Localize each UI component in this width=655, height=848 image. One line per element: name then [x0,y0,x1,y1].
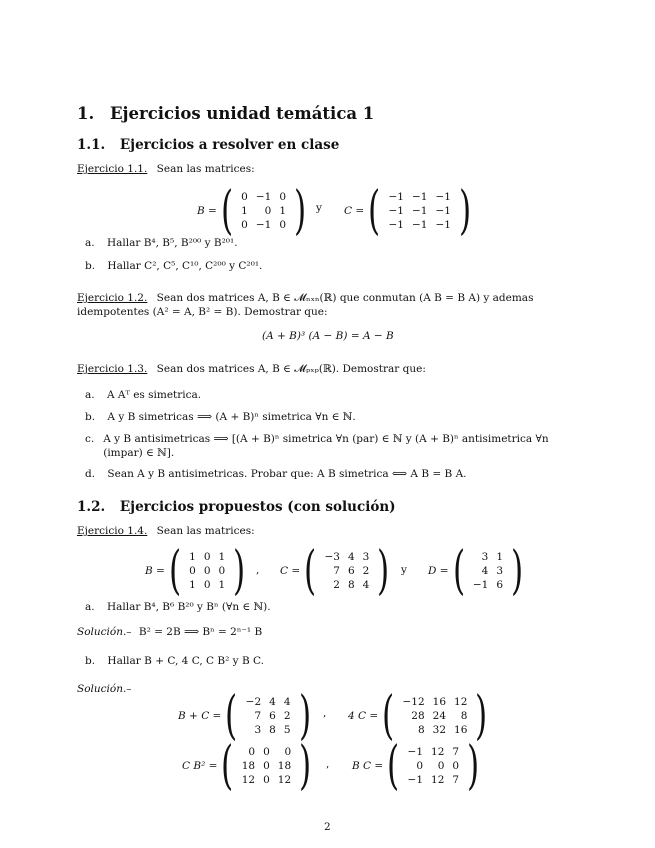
matrix-cell: 0 [241,219,248,231]
right-paren: ) [298,686,311,746]
exercise-label: Ejercicio 1.4. [77,525,148,537]
matrix-cell: −1 [435,191,451,203]
exercise-1-1-item-b [85,259,262,273]
matrix-cell: −1 [388,219,404,231]
matrix-row [320,578,373,592]
matrix-cell: 0 [203,579,211,591]
item-text: Hallar B⁴, B⁶ B²⁰ y Bⁿ (∀n ∈ ℕ). [106,601,271,613]
left-paren: ( [387,736,400,796]
matrix-B-times-C [352,736,483,796]
matrix-label: C = [280,565,301,577]
matrix-cell: 7 [452,746,460,758]
matrix-row [237,204,290,218]
matrix-label: B + C = [178,710,222,722]
matrix-cell: 6 [269,710,276,722]
matrix-row [384,204,454,218]
matrix-cell: −1 [388,191,404,203]
matrix-cell: 0 [416,760,424,772]
matrix-cell: −1 [435,219,451,231]
matrix-cell: 0 [203,551,211,563]
matrix-cell: 0 [437,760,445,772]
exercise-intro: Sean las matrices: [156,525,255,537]
matrix-label: B = [145,565,165,577]
matrix-cell: 3 [362,551,370,563]
matrix-cell: 12 [431,746,445,758]
matrix-cell: 28 [411,710,425,722]
item-marker: b. [85,260,96,272]
matrix-cell: 8 [269,724,276,736]
matrix-row [469,550,507,564]
item-marker: a. [85,389,95,401]
matrix-row [237,218,290,232]
matrix-label: B C = [352,760,384,772]
exercise-1-2-equation: (A + B)³ (A − B) = A − B [262,330,394,342]
matrix-cell: 0 [263,746,270,758]
matrix-B-plus-C [178,686,315,746]
matrix-cell: −1 [472,579,489,591]
exercise-1-3-intro [77,362,426,376]
exercise-intro: Sean las matrices: [156,163,255,175]
matrix-row [185,564,229,578]
matrix-cell: 8 [417,724,425,736]
matrix-row [320,550,373,564]
matrix-cell: 4 [347,551,355,563]
item-marker: a. [85,601,95,613]
exercise-1-3-item-d [85,467,467,481]
item-marker: b. [85,655,96,667]
matrix-row [384,190,454,204]
separator-comma: , [326,758,330,770]
left-paren: ( [368,181,381,241]
matrix-cell: −1 [411,219,428,231]
item-text: A y B simetricas ⟹ (A + B)ⁿ simetrica ∀n ∈ ℕ. [107,411,356,423]
matrix-cell: 4 [283,696,291,708]
matrix-cell: 1 [218,551,226,563]
matrix-row [469,578,507,592]
matrix-cell: −2 [245,696,262,708]
matrix-cell: 1 [189,579,196,591]
matrix-cell: 12 [454,696,468,708]
matrix-cell: 4 [362,579,370,591]
matrix-cell: 5 [283,724,291,736]
exercise-1-3-item-c [85,432,573,460]
matrix-cell: 0 [263,774,270,786]
matrix-row [238,773,295,787]
right-paren: ) [511,541,524,601]
matrix-table [384,190,454,232]
matrix-B-1-4 [145,541,250,601]
matrix-table [398,695,471,737]
matrix-cell: 18 [277,760,292,772]
right-paren: ) [458,181,472,241]
item-text: A Aᵀ es simetrica. [106,389,202,401]
matrix-cell: 0 [284,746,292,758]
matrix-cell: 6 [347,565,355,577]
right-paren: ) [233,541,246,601]
matrix-label: C B² = [182,760,218,772]
left-paren: ( [220,181,234,241]
item-marker: d. [85,468,96,480]
subsection-1-2-heading [77,499,396,515]
matrix-cell: 4 [481,565,489,577]
right-paren: ) [299,736,312,796]
subsection-1-1-heading [77,137,339,153]
separator-comma: , [323,707,327,719]
item-marker: b. [85,411,96,423]
matrix-cell: 32 [432,724,447,736]
matrix-row [185,550,229,564]
matrix-cell: 7 [333,565,340,577]
matrix-cell: −1 [407,746,424,758]
matrix-table [469,550,507,592]
matrix-cell: 2 [362,565,370,577]
exercise-label: Ejercicio 1.2. [77,292,148,304]
matrix-cell: −1 [255,219,272,231]
matrix-D-1-4 [428,541,527,601]
matrix-cell: 12 [277,774,292,786]
left-paren: ( [452,541,465,601]
exercise-label: Ejercicio 1.3. [77,363,148,375]
left-paren: ( [225,686,238,746]
matrix-cell: 16 [432,696,447,708]
matrix-cell: 0 [218,565,226,577]
item-text: Hallar B + C, 4 C, C B² y B C. [107,655,264,667]
matrix-row [242,695,295,709]
item-marker: c. [85,433,95,445]
matrix-cell: 12 [241,774,256,786]
item-text: Sean A y B antisimetricas. Probar que: A B simetrica ⟺ A B = B A. [107,468,467,480]
subsection-title: Ejercicios a resolver en clase [119,137,340,153]
solution-text: B² = 2B ⟹ Bⁿ = 2ⁿ⁻¹ B [138,626,263,638]
matrix-cell: 1 [241,205,248,217]
matrix-row [384,218,454,232]
exercise-1-2-text [77,291,579,319]
section-title: Ejercicios unidad temática 1 [109,104,375,123]
matrix-cell: 0 [279,191,287,203]
matrix-cell: −1 [435,205,451,217]
matrix-cell: 1 [496,551,504,563]
matrix-4C [348,686,492,746]
matrix-table [237,190,290,232]
exercise-1-3-item-b [85,410,356,424]
matrix-row [238,745,295,759]
conjunction-y: y [316,202,322,214]
matrix-row [398,723,471,737]
exercise-intro: Sean dos matrices A, B ∈ 𝓜ₚₓₚ(ℝ). Demostrar que: [156,363,426,375]
separator-comma: , [256,564,260,576]
matrix-cell: 0 [279,219,287,231]
matrix-row [404,745,464,759]
matrix-cell: 8 [460,710,468,722]
matrix-cell: 3 [254,724,262,736]
matrix-cell: 24 [432,710,447,722]
exercise-1-1-intro [77,162,255,176]
matrix-row [398,709,471,723]
matrix-row [320,564,373,578]
subsection-number: 1.1. [77,137,106,153]
exercise-1-1-item-a [85,236,238,250]
left-paren: ( [304,541,317,601]
exercise-1-4-intro [77,524,255,538]
matrix-cell: 0 [203,565,211,577]
matrix-cell: 7 [452,774,460,786]
matrix-cell: 1 [189,551,196,563]
matrix-cell: 1 [218,579,226,591]
matrix-cell: 1 [279,205,287,217]
matrix-row [398,695,471,709]
left-paren: ( [221,736,234,796]
right-paren: ) [475,686,488,746]
matrix-cell: 4 [269,696,276,708]
matrix-row [242,709,295,723]
matrix-cell: 0 [248,746,256,758]
item-text: Hallar C², C⁵, C¹⁰, C²⁰⁰ y C²⁰¹. [107,260,263,272]
subsection-title: Ejercicios propuestos (con solución) [119,499,396,515]
matrix-cell: 2 [283,710,291,722]
matrix-B-1-1 [197,181,310,241]
matrix-cell: −12 [402,696,425,708]
matrix-cell: 0 [263,760,270,772]
matrix-cell: 12 [431,774,445,786]
solution-b-label: Solución.– [77,683,132,695]
matrix-label: C = [344,205,365,217]
page-number: 2 [324,821,331,833]
exercise-body: Sean dos matrices A, B ∈ 𝓜ₙₓₙ(ℝ) que conmutan (A B = B A) y ademas idempotentes (A² = A, B² = B). Demostrar que: [77,292,534,318]
left-paren: ( [382,686,395,746]
matrix-cell: 18 [241,760,256,772]
matrix-label: B = [197,205,217,217]
matrix-cell: 0 [241,191,248,203]
matrix-cell: 7 [254,710,262,722]
matrix-cell: 2 [333,579,340,591]
matrix-cell: −1 [388,205,404,217]
exercise-1-4-item-a [85,600,271,614]
matrix-row [404,773,464,787]
matrix-cell: −1 [407,774,424,786]
matrix-cell: 0 [452,760,460,772]
matrix-cell: −3 [324,551,340,563]
right-paren: ) [377,541,390,601]
exercise-1-3-item-a [85,388,201,402]
matrix-table [242,695,295,737]
matrix-table [320,550,373,592]
item-text: A y B antisimetricas ⟹ [(A + B)ⁿ simetrica ∀n (par) ∈ ℕ y (A + B)ⁿ antisimetrica ∀n (impar) ∈ ℕ]. [103,433,549,459]
matrix-C-1-1 [344,181,475,241]
right-paren: ) [467,736,480,796]
matrix-row [185,578,229,592]
matrix-cell: −1 [411,191,428,203]
conjunction-y: y [401,564,407,576]
subsection-number: 1.2. [77,499,106,515]
matrix-cell: 0 [189,565,196,577]
right-paren: ) [294,181,307,241]
section-number: 1. [77,104,95,123]
left-paren: ( [168,541,182,601]
matrix-cell: −1 [255,191,272,203]
solution-label: Solución.– [77,626,132,638]
item-text: Hallar B⁴, B⁵, B²⁰⁰ y B²⁰¹. [106,237,238,249]
exercise-label: Ejercicio 1.1. [77,163,148,175]
solution-a [77,625,262,639]
matrix-cell: 0 [264,205,272,217]
item-marker: a. [85,237,95,249]
matrix-cell: 3 [496,565,504,577]
matrix-cell: −1 [411,205,428,217]
matrix-cell: 16 [454,724,468,736]
matrix-row [404,759,464,773]
matrix-cell: 6 [496,579,504,591]
matrix-cell: 3 [481,551,489,563]
matrix-table [238,745,295,787]
matrix-cell: 8 [347,579,355,591]
matrix-row [469,564,507,578]
section-heading [77,104,374,123]
matrix-row [242,723,295,737]
exercise-1-4-item-b [85,654,264,668]
matrix-C-times-B2 [182,736,315,796]
matrix-row [237,190,290,204]
matrix-table [404,745,464,787]
matrix-row [238,759,295,773]
matrix-C-1-4 [280,541,394,601]
matrix-table [185,550,229,592]
matrix-label: D = [428,565,449,577]
matrix-label: 4 C = [348,710,379,722]
